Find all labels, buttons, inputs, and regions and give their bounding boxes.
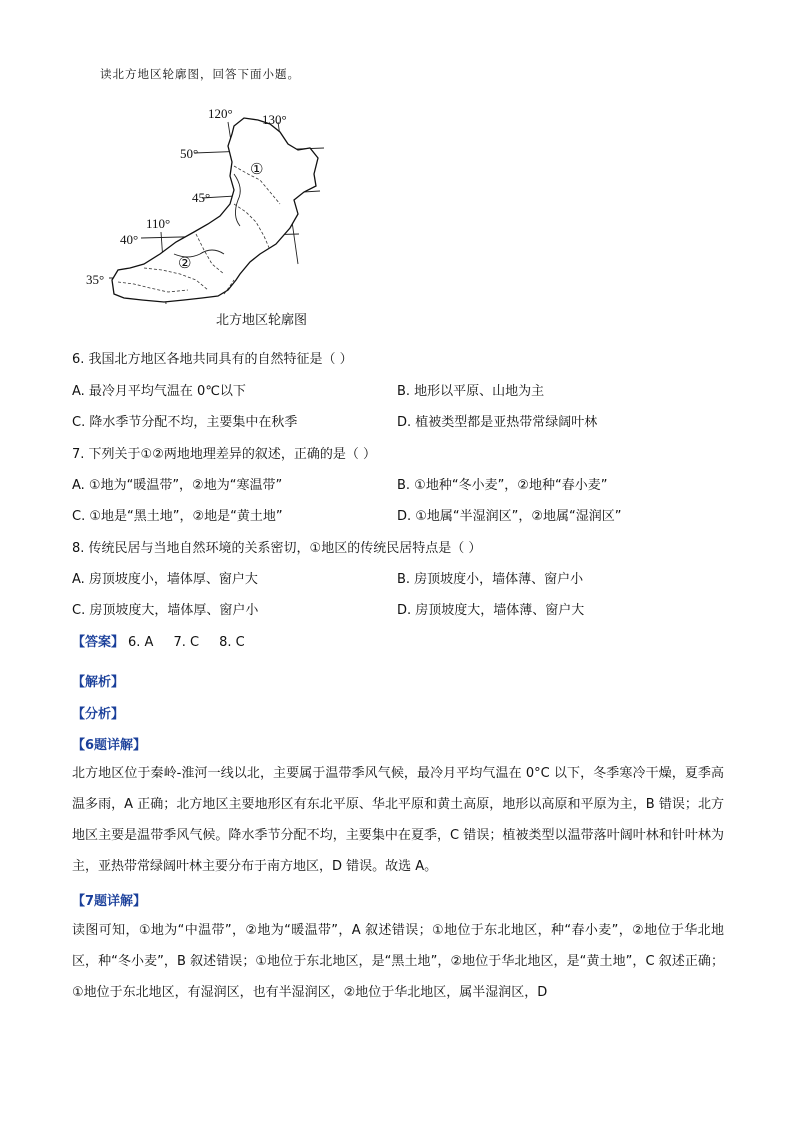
q8-option-a: A. 房顶坡度小，墙体厚、窗户大 (72, 572, 258, 587)
lon-130-label: 130° (262, 112, 287, 127)
question-7-stem: 7. 下列关于①②两地地理差异的叙述，正确的是（ ） (72, 447, 376, 462)
lon-120-label: 120° (208, 106, 233, 121)
analysis-heading: 【解析】 (72, 675, 125, 690)
q7-option-b: B. ①地种“冬小麦”，②地种“春小麦” (397, 478, 608, 493)
detail-6-text: 北方地区位于秦岭-淮河一线以北，主要属于温带季风气候，最冷月平均气温在 0°C 以下，冬季寒冷干燥，夏季高温多雨，A 正确；北方地区主要地形区有东北平原、华北平原和黄土高原，地形以高原和平原为主，B 错误；北方地区主要是温带季风气候。降水季节分配不均，主要集中在夏季，C 错误；植被类型以温带落叶阔叶林和针叶林为主，亚热带常绿阔叶林主要分布于南方地区，D 错误。故选 A。 (72, 766, 724, 874)
map-caption: 北方地区轮廓图 (216, 313, 308, 328)
answer-line (72, 631, 245, 650)
region-2-label: ② (178, 254, 192, 272)
question-6-stem: 6. 我国北方地区各地共同具有的自然特征是（ ） (72, 352, 353, 367)
lon-110-label: 110° (146, 216, 171, 231)
q7-option-a: A. ①地为“暖温带”，②地为“寒温带” (72, 478, 283, 493)
q6-option-c: C. 降水季节分配不均，主要集中在秋季 (72, 415, 298, 430)
detail-7-text: 读图可知，①地为“中温带”，②地为“暖温带”，A 叙述错误；①地位于东北地区，种“春小麦”，②地位于华北地区，种“冬小麦”，B 叙述错误；①地位于东北地区，是“黑土地”，②地位于华北地区，是“黄土地”，C 叙述正确；①地位于东北地区，有湿润区，也有半湿润区，②地位于华北地区，属半湿润区，D (72, 923, 724, 1000)
q6-option-d: D. 植被类型都是亚热带常绿阔叶林 (397, 415, 598, 430)
lat-45-label: 45° (192, 190, 211, 205)
answer-tag: 【答案】 (72, 635, 125, 650)
lat-40-label: 40° (120, 232, 139, 247)
question-8-stem: 8. 传统民居与当地自然环境的关系密切，①地区的传统民居特点是（ ） (72, 541, 482, 556)
lat-50-label: 50° (180, 146, 199, 161)
answer-6: 6. A (128, 635, 154, 650)
q8-option-c: C. 房顶坡度大，墙体厚、窗户小 (72, 603, 259, 618)
answer-8: 8. C (219, 635, 245, 650)
q6-option-a: A. 最冷月平均气温在 0℃以下 (72, 384, 246, 399)
q8-option-d: D. 房顶坡度大，墙体薄、窗户大 (397, 603, 585, 618)
q7-option-d: D. ①地属“半湿润区”，②地属“湿润区” (397, 509, 622, 524)
intro-text: 读北方地区轮廓图，回答下面小题。 (100, 67, 300, 81)
lat-35-label: 35° (86, 272, 105, 287)
q8-option-b: B. 房顶坡度小，墙体薄、窗户小 (397, 572, 584, 587)
fenxi-heading: 【分析】 (72, 707, 125, 722)
q7-option-c: C. ①地是“黑土地”，②地是“黄土地” (72, 509, 283, 524)
answer-7: 7. C (173, 635, 200, 650)
detail-6-heading: 【6题详解】 (72, 738, 147, 753)
detail-7-heading: 【7题详解】 (72, 894, 147, 909)
region-1-label: ① (250, 160, 264, 178)
region-outline (112, 118, 318, 302)
q6-option-b: B. 地形以平原、山地为主 (397, 384, 545, 399)
north-region-outline-map (84, 104, 334, 336)
